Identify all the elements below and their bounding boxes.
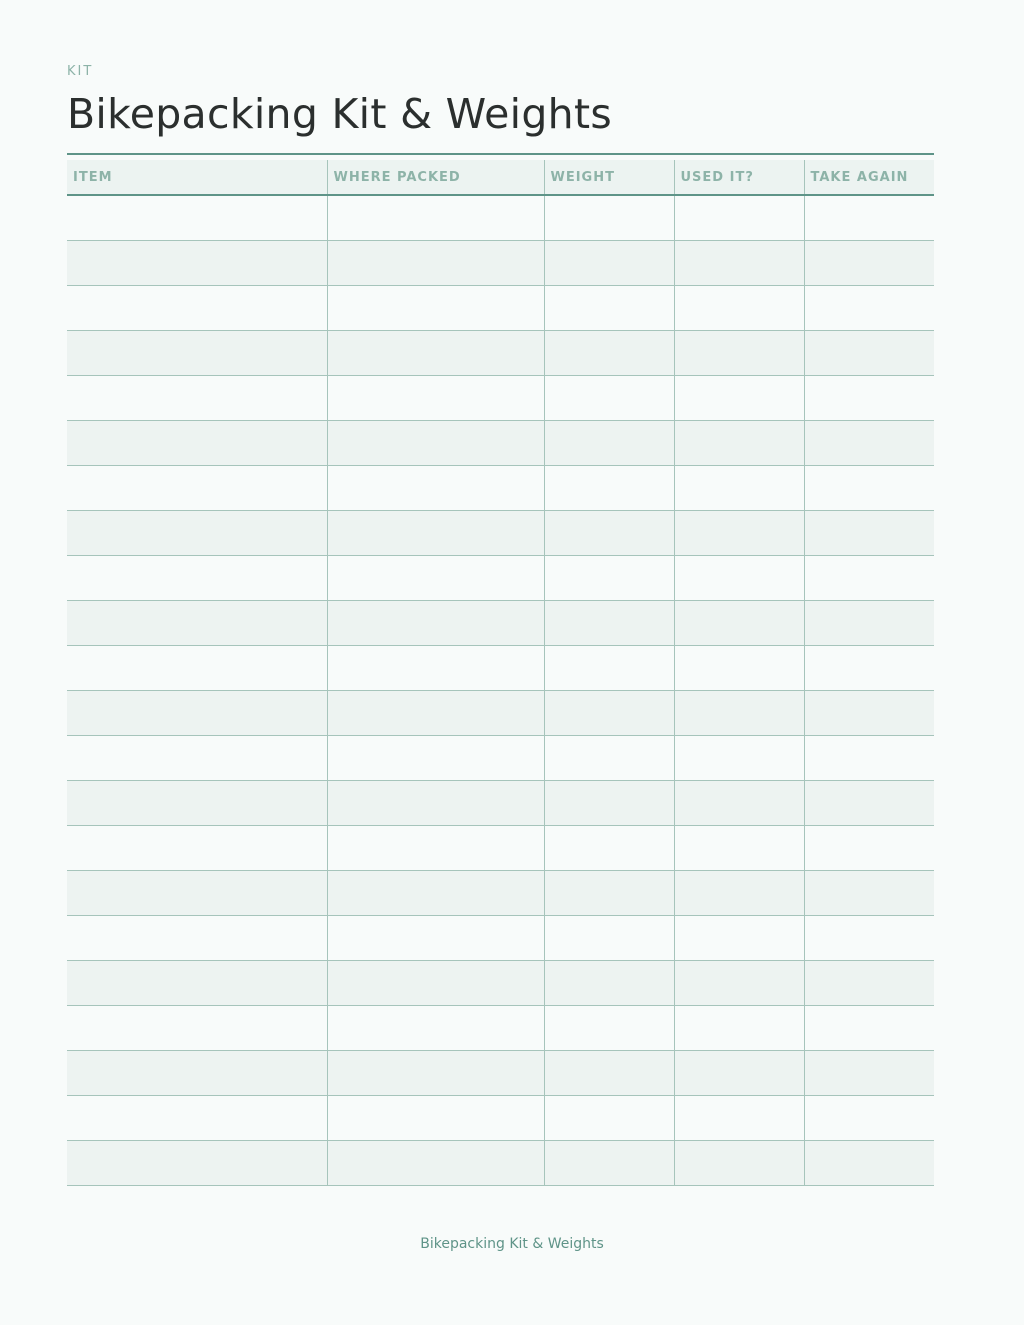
take-again-cell[interactable] — [804, 376, 934, 421]
take-again-cell[interactable] — [804, 916, 934, 961]
used-it-cell[interactable] — [674, 286, 804, 331]
item-cell[interactable] — [67, 916, 327, 961]
weight-cell[interactable] — [544, 466, 674, 511]
where-packed-cell[interactable] — [327, 646, 544, 691]
weight-cell[interactable] — [544, 195, 674, 241]
title-divider — [67, 153, 934, 155]
table-row — [67, 736, 934, 781]
item-cell[interactable] — [67, 691, 327, 736]
used-it-cell[interactable] — [674, 1141, 804, 1186]
weight-cell[interactable] — [544, 691, 674, 736]
where-packed-cell[interactable] — [327, 781, 544, 826]
table-row — [67, 241, 934, 286]
weight-cell[interactable] — [544, 646, 674, 691]
take-again-cell[interactable] — [804, 466, 934, 511]
item-cell[interactable] — [67, 1141, 327, 1186]
table-body — [67, 195, 934, 1186]
item-cell[interactable] — [67, 1051, 327, 1096]
table-row — [67, 826, 934, 871]
where-packed-cell[interactable] — [327, 1051, 544, 1096]
item-cell[interactable] — [67, 331, 327, 376]
used-it-cell[interactable] — [674, 511, 804, 556]
where-packed-cell[interactable] — [327, 691, 544, 736]
take-again-cell[interactable] — [804, 1051, 934, 1096]
page-title: Bikepacking Kit & Weights — [67, 90, 612, 138]
take-again-cell[interactable] — [804, 556, 934, 601]
take-again-cell[interactable] — [804, 736, 934, 781]
used-it-cell[interactable] — [674, 736, 804, 781]
kit-table — [67, 160, 934, 1186]
take-again-cell[interactable] — [804, 195, 934, 241]
table-row — [67, 556, 934, 601]
item-cell[interactable] — [67, 511, 327, 556]
weight-cell[interactable] — [544, 961, 674, 1006]
take-again-cell[interactable] — [804, 871, 934, 916]
table-row — [67, 1006, 934, 1051]
where-packed-cell[interactable] — [327, 871, 544, 916]
column-header-where-packed: WHERE PACKED — [327, 160, 544, 195]
where-packed-cell[interactable] — [327, 736, 544, 781]
item-cell[interactable] — [67, 781, 327, 826]
used-it-cell[interactable] — [674, 421, 804, 466]
item-cell[interactable] — [67, 826, 327, 871]
item-cell[interactable] — [67, 871, 327, 916]
item-cell[interactable] — [67, 736, 327, 781]
weight-cell[interactable] — [544, 421, 674, 466]
weight-cell[interactable] — [544, 916, 674, 961]
weight-cell[interactable] — [544, 331, 674, 376]
table-row — [67, 961, 934, 1006]
take-again-cell[interactable] — [804, 241, 934, 286]
used-it-cell[interactable] — [674, 916, 804, 961]
take-again-cell[interactable] — [804, 601, 934, 646]
take-again-cell[interactable] — [804, 1006, 934, 1051]
used-it-cell[interactable] — [674, 1096, 804, 1141]
take-again-cell[interactable] — [804, 286, 934, 331]
item-cell[interactable] — [67, 376, 327, 421]
take-again-cell[interactable] — [804, 691, 934, 736]
section-label: KIT — [67, 64, 94, 79]
used-it-cell[interactable] — [674, 1051, 804, 1096]
item-cell[interactable] — [67, 961, 327, 1006]
item-cell[interactable] — [67, 601, 327, 646]
table-row — [67, 1051, 934, 1096]
weight-cell[interactable] — [544, 1096, 674, 1141]
where-packed-cell[interactable] — [327, 195, 544, 241]
used-it-cell[interactable] — [674, 195, 804, 241]
used-it-cell[interactable] — [674, 961, 804, 1006]
table-row — [67, 691, 934, 736]
used-it-cell[interactable] — [674, 691, 804, 736]
table-row — [67, 1096, 934, 1141]
weight-cell[interactable] — [544, 511, 674, 556]
weight-cell[interactable] — [544, 1051, 674, 1096]
weight-cell[interactable] — [544, 1006, 674, 1051]
table-row — [67, 511, 934, 556]
where-packed-cell[interactable] — [327, 466, 544, 511]
column-header-weight: WEIGHT — [544, 160, 674, 195]
column-header-used-it: USED IT? — [674, 160, 804, 195]
item-cell[interactable] — [67, 1006, 327, 1051]
table-row — [67, 1141, 934, 1186]
where-packed-cell[interactable] — [327, 916, 544, 961]
used-it-cell[interactable] — [674, 556, 804, 601]
take-again-cell[interactable] — [804, 781, 934, 826]
weight-cell[interactable] — [544, 826, 674, 871]
item-cell[interactable] — [67, 286, 327, 331]
table-header-row — [67, 160, 934, 195]
take-again-cell[interactable] — [804, 1096, 934, 1141]
used-it-cell[interactable] — [674, 781, 804, 826]
table-row — [67, 916, 934, 961]
where-packed-cell[interactable] — [327, 241, 544, 286]
where-packed-cell[interactable] — [327, 556, 544, 601]
where-packed-cell[interactable] — [327, 286, 544, 331]
take-again-cell[interactable] — [804, 646, 934, 691]
where-packed-cell[interactable] — [327, 1141, 544, 1186]
used-it-cell[interactable] — [674, 871, 804, 916]
where-packed-cell[interactable] — [327, 421, 544, 466]
where-packed-cell[interactable] — [327, 331, 544, 376]
column-header-take-again: TAKE AGAIN — [804, 160, 934, 195]
where-packed-cell[interactable] — [327, 511, 544, 556]
weight-cell[interactable] — [544, 1141, 674, 1186]
where-packed-cell[interactable] — [327, 961, 544, 1006]
take-again-cell[interactable] — [804, 511, 934, 556]
item-cell[interactable] — [67, 1096, 327, 1141]
weight-cell[interactable] — [544, 556, 674, 601]
table-row — [67, 601, 934, 646]
table-row — [67, 286, 934, 331]
used-it-cell[interactable] — [674, 331, 804, 376]
table-row — [67, 195, 934, 241]
weight-cell[interactable] — [544, 241, 674, 286]
table-row — [67, 331, 934, 376]
table-row — [67, 646, 934, 691]
item-cell[interactable] — [67, 195, 327, 241]
where-packed-cell[interactable] — [327, 376, 544, 421]
where-packed-cell[interactable] — [327, 826, 544, 871]
table-row — [67, 871, 934, 916]
where-packed-cell[interactable] — [327, 1096, 544, 1141]
used-it-cell[interactable] — [674, 241, 804, 286]
item-cell[interactable] — [67, 646, 327, 691]
weight-cell[interactable] — [544, 781, 674, 826]
column-header-item: ITEM — [67, 160, 327, 195]
used-it-cell[interactable] — [674, 646, 804, 691]
take-again-cell[interactable] — [804, 1141, 934, 1186]
weight-cell[interactable] — [544, 736, 674, 781]
table-row — [67, 376, 934, 421]
item-cell[interactable] — [67, 421, 327, 466]
weight-cell[interactable] — [544, 601, 674, 646]
take-again-cell[interactable] — [804, 826, 934, 871]
item-cell[interactable] — [67, 466, 327, 511]
item-cell[interactable] — [67, 241, 327, 286]
used-it-cell[interactable] — [674, 466, 804, 511]
used-it-cell[interactable] — [674, 826, 804, 871]
weight-cell[interactable] — [544, 871, 674, 916]
where-packed-cell[interactable] — [327, 601, 544, 646]
used-it-cell[interactable] — [674, 1006, 804, 1051]
used-it-cell[interactable] — [674, 601, 804, 646]
weight-cell[interactable] — [544, 376, 674, 421]
take-again-cell[interactable] — [804, 331, 934, 376]
take-again-cell[interactable] — [804, 961, 934, 1006]
table-row — [67, 466, 934, 511]
take-again-cell[interactable] — [804, 421, 934, 466]
page-footer: Bikepacking Kit & Weights — [420, 1236, 604, 1252]
item-cell[interactable] — [67, 556, 327, 601]
used-it-cell[interactable] — [674, 376, 804, 421]
table-row — [67, 781, 934, 826]
where-packed-cell[interactable] — [327, 1006, 544, 1051]
table-row — [67, 421, 934, 466]
weight-cell[interactable] — [544, 286, 674, 331]
